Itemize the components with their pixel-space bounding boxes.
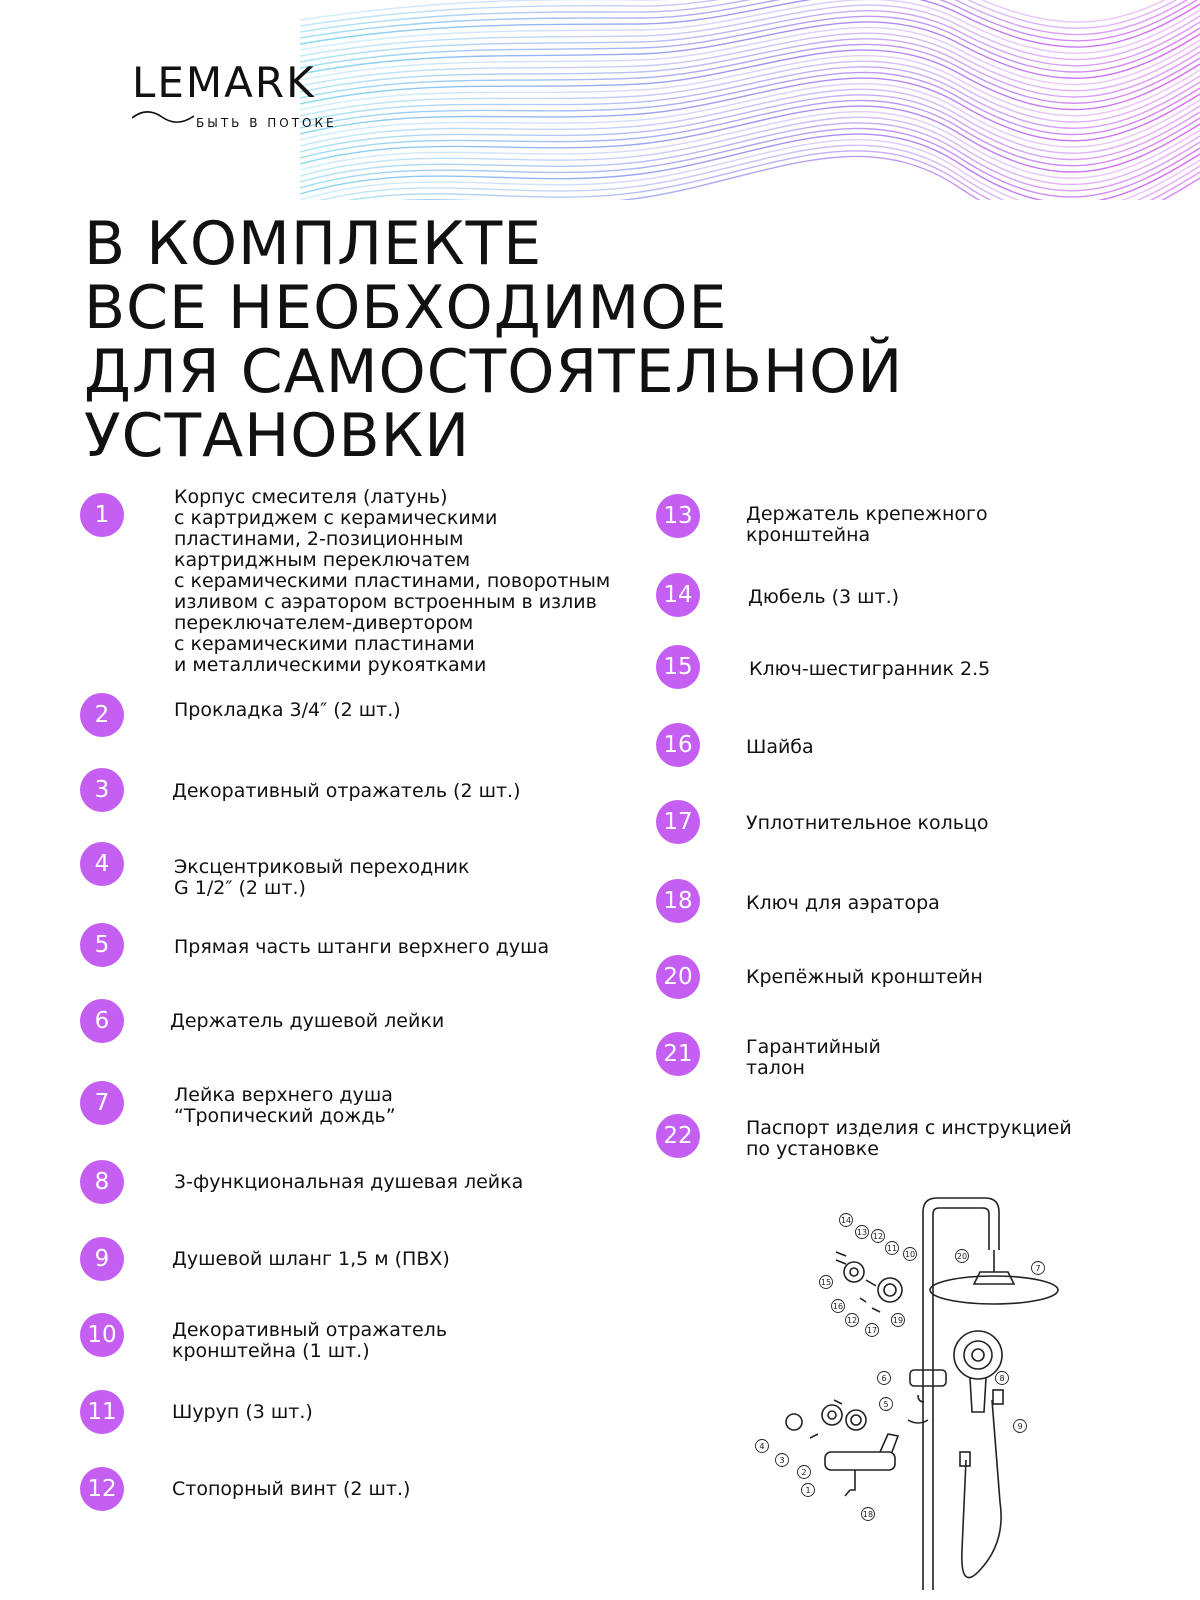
item-label: Лейка верхнего душа “Тропический дождь”	[174, 1084, 396, 1127]
title-line-4: УСТАНОВКИ	[84, 401, 471, 471]
item-label: Ключ для аэратора	[746, 892, 940, 914]
item-number-badge: 6	[80, 999, 124, 1043]
item-label: Дюбель (3 шт.)	[748, 586, 900, 608]
callout-number: 9	[1017, 1422, 1023, 1431]
item-number-badge: 1	[80, 493, 124, 537]
title-line-2: ВСЕ НЕОБХОДИМОЕ	[84, 273, 728, 343]
item-number-badge: 17	[656, 800, 700, 844]
item-number-badge: 16	[656, 723, 700, 767]
item-label: Паспорт изделия с инструкцией по установке	[746, 1117, 1072, 1160]
item-label: Шайба	[746, 736, 814, 758]
callout-number: 12	[872, 1232, 884, 1241]
item-number-badge: 9	[80, 1237, 124, 1281]
item-number-badge: 10	[80, 1313, 124, 1357]
item-label: Декоративный отражатель (2 шт.)	[172, 780, 521, 802]
callout-number: 8	[999, 1374, 1005, 1383]
callout-number: 2	[801, 1468, 807, 1477]
item-number-badge: 5	[80, 923, 124, 967]
item-number-badge: 14	[656, 573, 700, 617]
callout-number: 16	[832, 1302, 844, 1311]
callout-number: 11	[886, 1244, 898, 1253]
item-label: Корпус смесителя (латунь) с картриджем с керамическими пластинами, 2-позиционным картриджным переключатем с керамическими пластинами, поворотным изливом с аэратором встроенным в излив переключателем-дивертором с керамическими пластинами и металлическими рукоятками	[174, 486, 611, 676]
callout-number: 19	[892, 1316, 904, 1325]
item-label: Декоративный отражатель кронштейна (1 шт.)	[172, 1319, 448, 1362]
callout-number: 18	[862, 1510, 874, 1519]
wave-decoration	[300, 0, 1200, 200]
item-label: Крепёжный кронштейн	[746, 966, 983, 988]
brand-logo	[132, 58, 337, 130]
item-number-badge: 7	[80, 1081, 124, 1125]
item-label: Держатель душевой лейки	[170, 1010, 445, 1032]
callout-number: 13	[856, 1228, 868, 1237]
item-number-badge: 20	[656, 955, 700, 999]
page-title	[84, 209, 904, 471]
item-number-badge: 13	[656, 494, 700, 538]
item-label: Прямая часть штанги верхнего душа	[174, 936, 550, 958]
item-label: Прокладка 3/4″ (2 шт.)	[174, 699, 401, 721]
item-label: Шуруп (3 шт.)	[172, 1401, 313, 1423]
item-number-badge: 8	[80, 1160, 124, 1204]
callout-number: 1	[805, 1486, 811, 1495]
item-label: Уплотнительное кольцо	[746, 812, 989, 834]
callout-number: 7	[1035, 1264, 1041, 1273]
callout-number: 20	[956, 1252, 968, 1261]
item-number-badge: 12	[80, 1467, 124, 1511]
item-number-badge: 18	[656, 879, 700, 923]
item-label: Держатель крепежного кронштейна	[746, 503, 988, 546]
item-label: Гарантийный талон	[746, 1036, 881, 1079]
callout-number: 12	[846, 1316, 858, 1325]
item-number-badge: 4	[80, 842, 124, 886]
brand-name: LEMARK	[132, 58, 316, 107]
callout-number: 6	[881, 1374, 887, 1383]
brand-tagline: БЫТЬ В ПОТОКЕ	[196, 116, 337, 130]
item-number-badge: 3	[80, 768, 124, 812]
title-line-3: ДЛЯ САМОСТОЯТЕЛЬНОЙ	[84, 337, 904, 407]
callout-number: 10	[904, 1250, 916, 1259]
item-label: Ключ-шестигранник 2.5	[749, 658, 991, 680]
item-label: Эксцентриковый переходник G 1/2″ (2 шт.)	[174, 856, 470, 899]
wave-line	[300, 39, 1200, 97]
callout-number: 15	[820, 1278, 832, 1287]
callout-number: 4	[759, 1442, 765, 1451]
item-number-badge: 2	[80, 693, 124, 737]
wave-line	[300, 0, 1200, 53]
item-number-badge: 22	[656, 1114, 700, 1158]
item-label: 3-функциональная душевая лейка	[174, 1171, 524, 1193]
item-label: Стопорный винт (2 шт.)	[172, 1478, 411, 1500]
callout-number: 17	[866, 1326, 878, 1335]
item-number-badge: 21	[656, 1032, 700, 1076]
title-line-1: В КОМПЛЕКТЕ	[84, 209, 543, 279]
item-number-badge: 15	[656, 645, 700, 689]
installation-diagram	[750, 1190, 1200, 1600]
callout-number: 14	[840, 1216, 852, 1225]
wave-logo-icon	[132, 110, 194, 124]
callout-number: 5	[883, 1400, 889, 1409]
item-label: Душевой шланг 1,5 м (ПВХ)	[172, 1248, 450, 1270]
item-number-badge: 11	[80, 1390, 124, 1434]
callout-number: 3	[779, 1456, 785, 1465]
